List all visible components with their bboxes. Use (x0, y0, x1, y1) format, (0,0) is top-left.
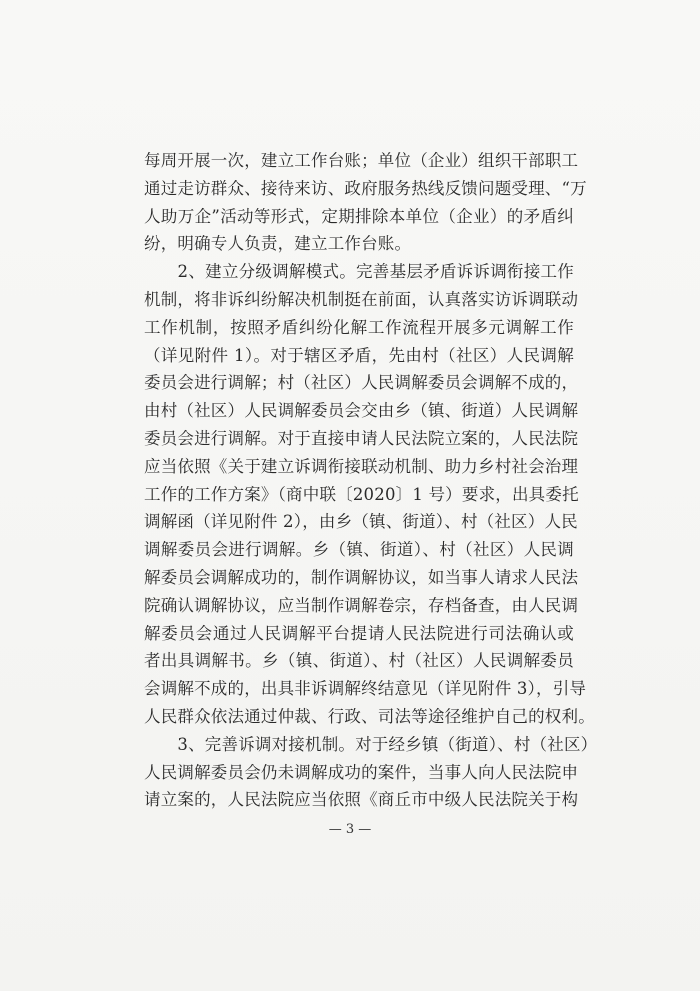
text-line: 机制，将非诉纠纷解决机制挺在前面，认真落实访诉调联动 (144, 289, 579, 309)
text-line: 3、完善诉调对接机制。对于经乡镇（街道）、村（社区） (144, 734, 598, 754)
body-text (144, 147, 598, 814)
text-line: 工作机制，按照矛盾纠纷化解工作流程开展多元调解工作 (144, 317, 574, 337)
text-line: 调解函（详见附件 2），由乡（镇、街道）、村（社区）人民 (144, 512, 578, 532)
text-line: 委员会进行调解。对于直接申请人民法院立案的，人民法院 (144, 428, 579, 448)
text-line: 工作的工作方案》（商中联〔2020〕1 号）要求，出具委托 (144, 484, 579, 504)
text-line: 每周开展一次，建立工作台账；单位（企业）组织干部职工 (144, 151, 579, 170)
text-line: 调解委员会进行调解。乡（镇、街道）、村（社区）人民调 (144, 540, 574, 560)
text-line: 解委员会调解成功的，制作调解协议，如当事人请求人民法 (144, 567, 579, 587)
text-line: 2、建立分级调解模式。完善基层矛盾诉诉调衔接工作 (144, 262, 574, 282)
text-line: （详见附件 1）。对于辖区矛盾，先由村（社区）人民调解 (144, 345, 574, 365)
text-line: 应当依照《关于建立诉调衔接联动机制、助力乡村社会治理 (144, 456, 579, 476)
text-line: 委员会进行调解；村（社区）人民调解委员会调解不成的， (144, 373, 579, 393)
text-line: 院确认调解协议，应当制作调解卷宗，存档备查，由人民调 (144, 595, 579, 615)
text-line: 会调解不成的，出具非诉调解终结意见（详见附件 3），引导 (144, 679, 587, 699)
text-line: 人民群众依法通过仲裁、行政、司法等途径维护自己的权利。 (144, 706, 595, 726)
text-line: 者出具调解书。乡（镇、街道）、村（社区）人民调解委员 (144, 651, 574, 671)
page-number: — 3 — (328, 822, 372, 837)
text-line: 人助万企”活动等形式，定期排除本单位（企业）的矛盾纠 (144, 206, 574, 226)
text-line: 解委员会通过人民调解平台提请人民法院进行司法确认或 (144, 623, 574, 643)
text-line: 人民调解委员会仍未调解成功的案件，当事人向人民法院申 (144, 762, 579, 782)
text-line: 由村（社区）人民调解委员会交由乡（镇、街道）人民调解 (144, 401, 579, 421)
text-line: 纷，明确专人负责，建立工作台账。 (144, 234, 412, 254)
text-line: 通过走访群众、接待来访、政府服务热线反馈问题受理、“万 (144, 178, 587, 198)
text-line: 请立案的，人民法院应当依照《商丘市中级人民法院关于构 (144, 790, 579, 810)
